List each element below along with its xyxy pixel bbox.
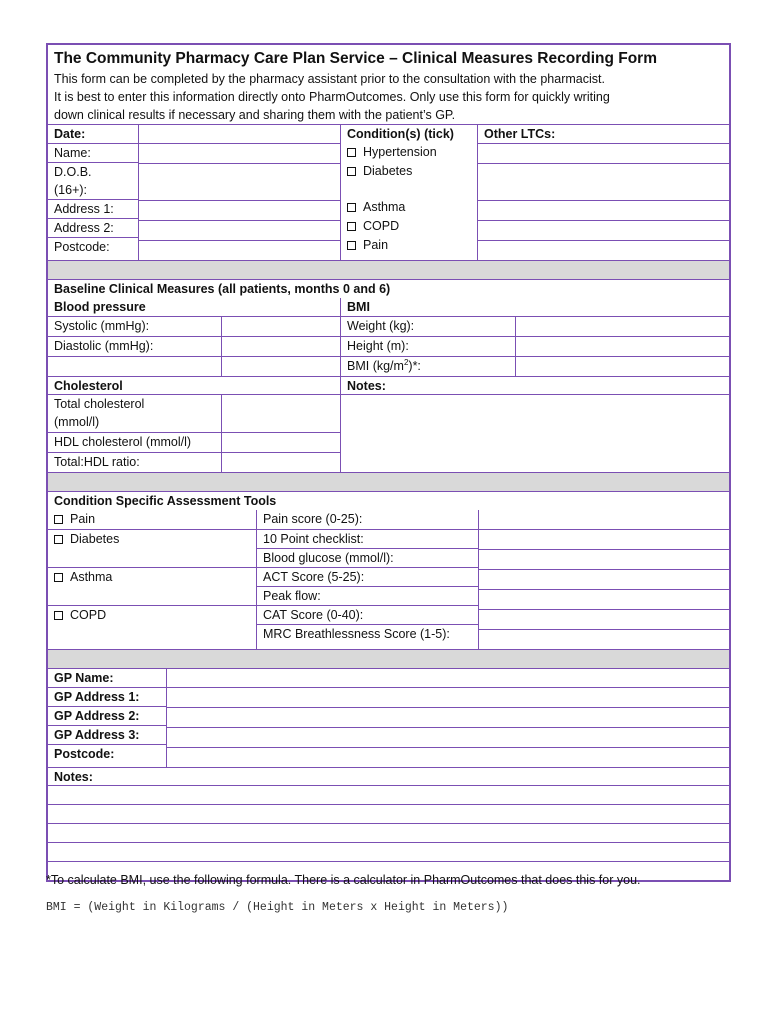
tool-diabetes[interactable]: Diabetes	[48, 529, 256, 567]
hdl-label: HDL cholesterol (mmol/l)	[54, 435, 192, 449]
name-label: Name:	[48, 143, 138, 162]
date-field[interactable]	[139, 125, 340, 143]
gp-postcode-label: Postcode:	[48, 744, 166, 763]
clinical-measures-form	[46, 43, 731, 882]
baseline-notes-label: Notes:	[341, 376, 729, 394]
other-ltcs-field-4[interactable]	[478, 220, 729, 240]
other-ltcs-field-2[interactable]	[478, 163, 729, 200]
bp-blank-label	[48, 357, 221, 376]
hdl-field[interactable]	[221, 433, 340, 452]
tool-copd[interactable]: COPD	[48, 605, 256, 643]
postcode-field[interactable]	[139, 240, 340, 260]
gp-address1-field[interactable]	[167, 687, 729, 707]
section-divider	[48, 649, 729, 668]
bmi-formula: BMI = (Weight in Kilograms / (Height in Meters x Height in Meters))	[46, 901, 509, 914]
dob-field[interactable]	[139, 163, 340, 200]
ratio-field[interactable]	[221, 453, 340, 472]
other-ltcs-field-3[interactable]	[478, 200, 729, 220]
intro-line-2: It is best to enter this information directly onto PharmOutcomes. Only use this form for quickly writing	[54, 90, 610, 104]
address1-field[interactable]	[139, 200, 340, 220]
systolic-field[interactable]	[221, 317, 340, 336]
gp-address2-label: GP Address 2:	[48, 706, 166, 725]
cat-field[interactable]	[479, 609, 729, 629]
peak-flow-label: Peak flow:	[257, 586, 478, 605]
ratio-label: Total:HDL ratio:	[54, 455, 140, 469]
bp-header: Blood pressure	[54, 300, 146, 314]
checkbox-icon[interactable]	[347, 167, 356, 176]
gp-address1-label: GP Address 1:	[48, 687, 166, 706]
gp-notes-line[interactable]	[48, 823, 729, 842]
date-label: Date:	[54, 127, 86, 141]
address2-field[interactable]	[139, 220, 340, 240]
gp-address3-field[interactable]	[167, 727, 729, 747]
conditions-header: Condition(s) (tick)	[347, 127, 454, 141]
checklist-label: 10 Point checklist:	[257, 529, 478, 548]
checkbox-icon[interactable]	[347, 148, 356, 157]
dob-label: D.O.B.	[54, 165, 92, 179]
address1-label: Address 1:	[48, 199, 138, 218]
total-chol-field[interactable]	[221, 395, 340, 432]
condition-hypertension[interactable]: Hypertension	[341, 143, 477, 162]
bp-extra-field[interactable]	[221, 357, 340, 376]
gp-notes-line[interactable]	[48, 842, 729, 861]
weight-label: Weight (kg):	[347, 319, 415, 333]
checkbox-icon[interactable]	[347, 222, 356, 231]
systolic-label: Systolic (mmHg):	[54, 319, 150, 333]
diastolic-field[interactable]	[221, 337, 340, 356]
gp-address3-label: GP Address 3:	[48, 725, 166, 744]
bmi-label: BMI $(kg/m^2)*$:	[347, 357, 421, 373]
gp-name-field[interactable]	[167, 669, 729, 687]
tool-pain[interactable]: Pain	[48, 510, 256, 529]
diastolic-label: Diastolic (mmHg):	[54, 339, 154, 353]
height-field[interactable]	[515, 337, 729, 356]
intro-line-1: This form can be completed by the pharmacy assistant prior to the consultation with the pharmacist.	[54, 72, 605, 86]
condition-pain[interactable]: Pain	[341, 236, 477, 255]
name-field[interactable]	[139, 143, 340, 163]
cat-label: CAT Score (0-40):	[257, 605, 478, 624]
total-chol-unit: (mmol/l)	[54, 415, 100, 429]
checkbox-icon[interactable]	[54, 573, 63, 582]
bmi-footnote: *To calculate BMI, use the following formula. There is a calculator in PharmOutcomes that does this for you.	[46, 873, 641, 887]
baseline-notes-field[interactable]	[341, 394, 729, 472]
other-ltcs-field-1[interactable]	[478, 143, 729, 163]
checkbox-icon[interactable]	[54, 515, 63, 524]
dob-age-label: (16+):	[54, 183, 88, 197]
gp-notes-label: Notes:	[48, 767, 729, 785]
height-label: Height (m):	[347, 339, 409, 353]
checklist-field[interactable]	[479, 529, 729, 549]
weight-field[interactable]	[515, 317, 729, 336]
section-divider	[48, 260, 729, 279]
gp-name-label: GP Name:	[54, 671, 114, 685]
mrc-label: MRC Breathlessness Score (1-5):	[257, 624, 478, 643]
glucose-label: Blood glucose (mmol/l):	[257, 548, 478, 567]
condition-asthma[interactable]: Asthma	[341, 198, 477, 217]
pain-score-field[interactable]	[479, 510, 729, 529]
total-chol-label: Total cholesterol	[54, 397, 145, 411]
patient-section	[48, 124, 729, 260]
condition-tools-header: Condition Specific Assessment Tools	[54, 494, 277, 508]
gp-postcode-field[interactable]	[167, 747, 729, 767]
form-title: The Community Pharmacy Care Plan Service – Clinical Measures Recording Form	[54, 50, 657, 67]
condition-copd[interactable]: COPD	[341, 217, 477, 236]
gp-address2-field[interactable]	[167, 707, 729, 727]
peak-flow-field[interactable]	[479, 589, 729, 609]
pain-score-label: Pain score (0-25):	[263, 512, 363, 526]
other-ltcs-label: Other LTCs:	[484, 127, 556, 141]
act-field[interactable]	[479, 569, 729, 589]
mrc-field[interactable]	[479, 629, 729, 649]
checkbox-icon[interactable]	[54, 611, 63, 620]
gp-section	[48, 668, 729, 880]
baseline-section	[48, 279, 729, 472]
section-divider	[48, 472, 729, 491]
address2-label: Address 2:	[48, 218, 138, 237]
other-ltcs-field-5[interactable]	[478, 240, 729, 260]
bmi-header: BMI	[347, 300, 370, 314]
act-label: ACT Score (5-25):	[257, 567, 478, 586]
glucose-field[interactable]	[479, 549, 729, 569]
bmi-field[interactable]	[515, 357, 729, 376]
intro-line-3: down clinical results if necessary and sharing them with the patient’s GP.	[54, 108, 456, 122]
baseline-header: Baseline Clinical Measures (all patients, months 0 and 6)	[54, 282, 391, 296]
cholesterol-header: Cholesterol	[48, 376, 340, 394]
condition-tools-section	[48, 491, 729, 649]
condition-diabetes[interactable]: Diabetes	[341, 162, 477, 198]
gp-notes-line[interactable]	[48, 785, 729, 804]
checkbox-icon[interactable]	[54, 535, 63, 544]
checkbox-icon[interactable]	[347, 241, 356, 250]
gp-notes-line[interactable]	[48, 804, 729, 823]
checkbox-icon[interactable]	[347, 203, 356, 212]
postcode-label: Postcode:	[48, 237, 138, 256]
tool-asthma[interactable]: Asthma	[48, 567, 256, 605]
